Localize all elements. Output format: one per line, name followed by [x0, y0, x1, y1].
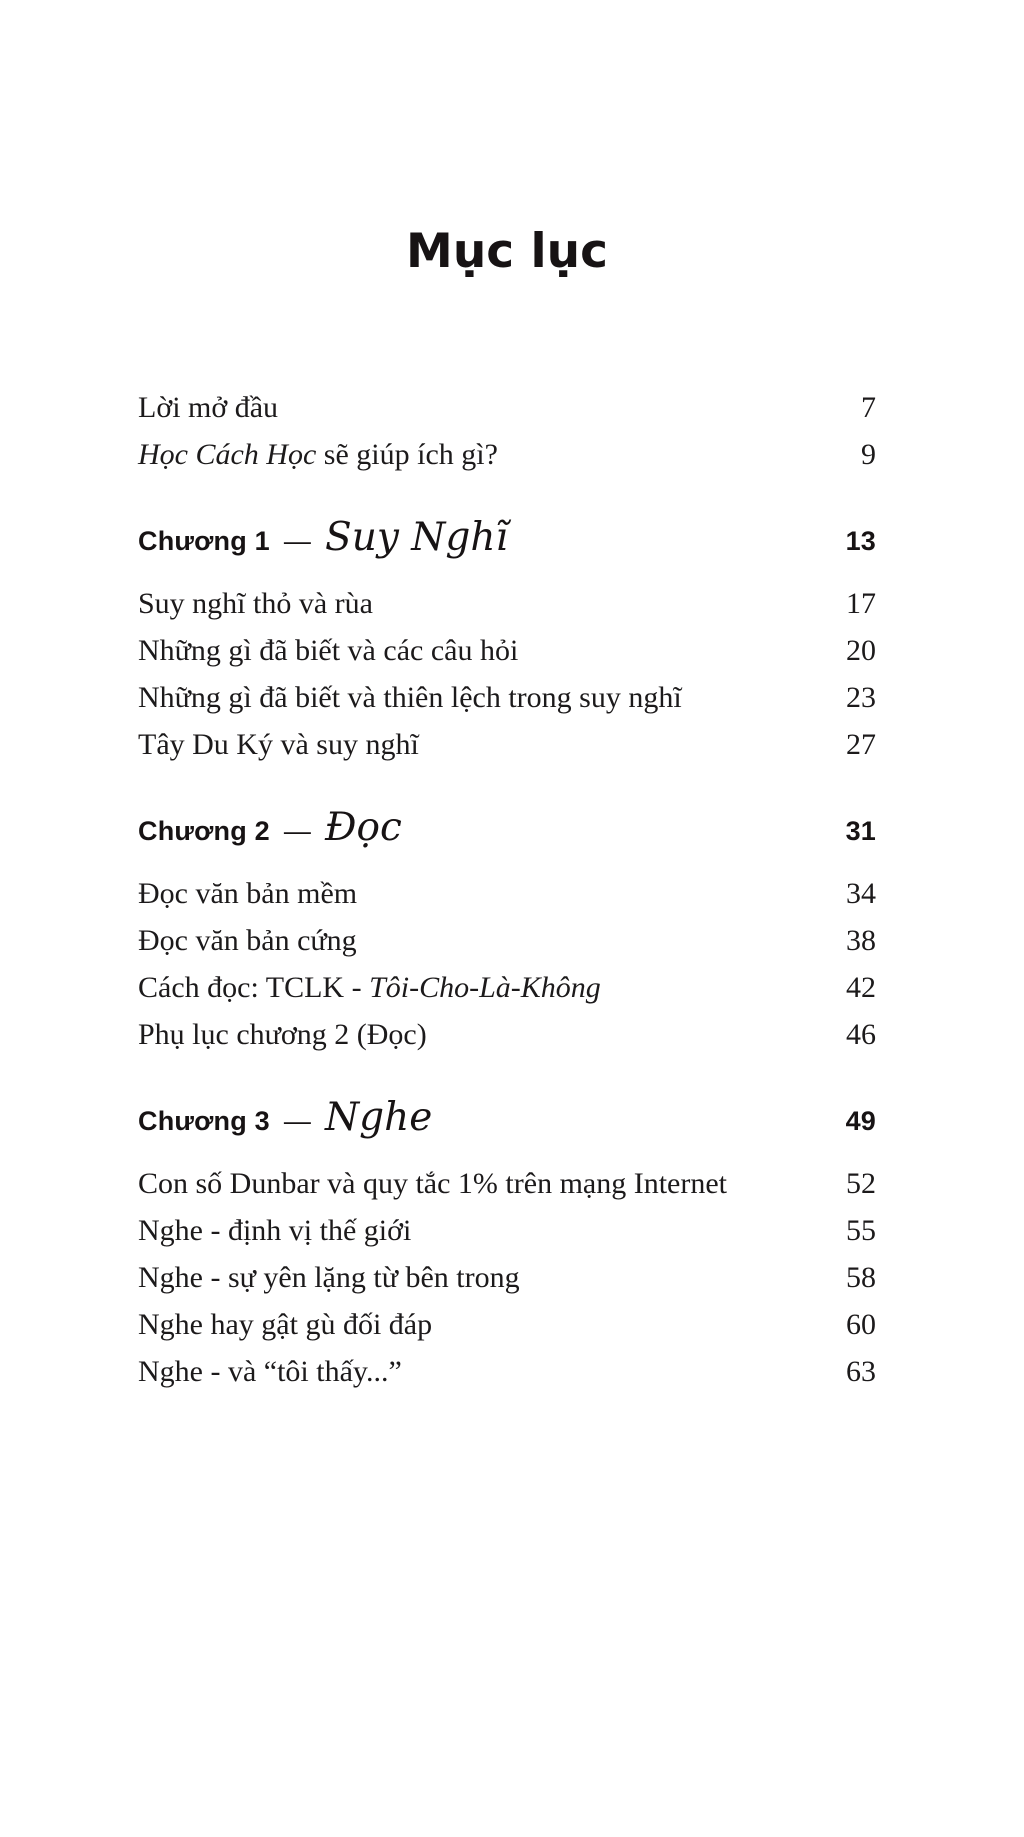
toc-entry: [138, 1011, 876, 1058]
chapter-label-group: [138, 804, 402, 855]
entry-label: [138, 1160, 727, 1207]
toc-list: [138, 384, 876, 1395]
entry-label: [138, 580, 373, 627]
toc-page: [0, 222, 1024, 1837]
entry-label: [138, 627, 518, 674]
entry-text: Nghe hay gật gù đối đáp: [138, 1308, 433, 1341]
entry-label: [138, 870, 357, 917]
entry-text: Nghe - sự yên lặng từ bên trong: [138, 1261, 520, 1294]
entry-label: [138, 1254, 520, 1301]
entry-label: [138, 1207, 411, 1254]
chapter-dash: —: [283, 816, 312, 846]
page-number: 34: [846, 877, 876, 910]
toc-entry: [138, 431, 876, 478]
entry-text: Tây Du Ký và suy nghĩ: [138, 728, 419, 761]
entry-text: Phụ lục chương 2 (Đọc): [138, 1018, 427, 1051]
page-number: 13: [845, 526, 876, 556]
page-number: 20: [846, 634, 876, 667]
toc-entry: [138, 870, 876, 917]
toc-entry: [138, 917, 876, 964]
entry-label: [138, 964, 601, 1011]
toc-chapter-heading: [138, 514, 876, 568]
page-number: 63: [846, 1355, 876, 1388]
toc-entry: [138, 1207, 876, 1254]
chapter-dash: —: [283, 526, 312, 556]
toc-entry: [138, 1160, 876, 1207]
entry-text: Cách đọc: TCLK -: [138, 971, 370, 1004]
entry-label: [138, 1011, 427, 1058]
page-number: 49: [845, 1106, 876, 1136]
toc-entry: [138, 384, 876, 431]
entry-text: Đọc văn bản cứng: [138, 924, 357, 957]
entry-text: Con số Dunbar và quy tắc 1% trên mạng Internet: [138, 1167, 727, 1200]
entry-label: [138, 1301, 432, 1348]
entry-text: sẽ giúp ích gì?: [316, 438, 498, 471]
page-number: 38: [846, 924, 876, 957]
toc-entry: [138, 674, 876, 721]
chapter-number-label: Chương 1: [138, 526, 270, 556]
page-number: 7: [861, 391, 876, 424]
toc-chapter-heading: [138, 804, 876, 858]
toc-entry: [138, 721, 876, 768]
entry-text: Nghe - định vị thế giới: [138, 1214, 412, 1247]
chapter-label-group: [138, 1094, 432, 1145]
chapter-name: Suy Nghĩ: [325, 515, 508, 560]
page-number: 46: [846, 1018, 876, 1051]
page-number: 58: [846, 1261, 876, 1294]
entry-text: Suy nghĩ thỏ và rùa: [138, 587, 373, 620]
page-title: Mục lục: [406, 224, 608, 279]
page-number: 55: [846, 1214, 876, 1247]
page-number: 17: [846, 587, 876, 620]
page-number: 31: [845, 816, 876, 846]
toc-entry: [138, 1301, 876, 1348]
chapter-number-label: Chương 2: [138, 816, 270, 846]
entry-text: Những gì đã biết và các câu hỏi: [138, 634, 519, 667]
toc-entry: [138, 1254, 876, 1301]
page-number: 52: [846, 1167, 876, 1200]
toc-entry: [138, 627, 876, 674]
chapter-label-group: [138, 514, 508, 565]
toc-entry: [138, 964, 876, 1011]
entry-text-italic: Tôi-Cho-Là-Không: [369, 971, 601, 1004]
chapter-dash: —: [283, 1106, 312, 1136]
page-number: 60: [846, 1308, 876, 1341]
entry-text: Những gì đã biết và thiên lệch trong suy nghĩ: [138, 681, 682, 714]
entry-text-italic: Học Cách Học: [138, 438, 317, 471]
entry-label: [138, 674, 682, 721]
toc-entry: [138, 1348, 876, 1395]
page-number: 23: [846, 681, 876, 714]
entry-label: [138, 1348, 402, 1395]
entry-text: Nghe - và “tôi thấy...”: [138, 1355, 402, 1388]
entry-label: [138, 917, 357, 964]
entry-label: [138, 721, 419, 768]
chapter-name: Nghe: [325, 1095, 433, 1140]
entry-label: [138, 384, 278, 431]
entry-text: Lời mở đầu: [138, 391, 279, 424]
chapter-number-label: Chương 3: [138, 1106, 270, 1136]
page-number: 42: [846, 971, 876, 1004]
entry-text: Đọc văn bản mềm: [138, 877, 358, 910]
page-number: 9: [861, 438, 876, 471]
toc-chapter-heading: [138, 1094, 876, 1148]
page-number: 27: [846, 728, 876, 761]
toc-entry: [138, 580, 876, 627]
chapter-name: Đọc: [325, 805, 402, 850]
entry-label: [138, 431, 498, 478]
